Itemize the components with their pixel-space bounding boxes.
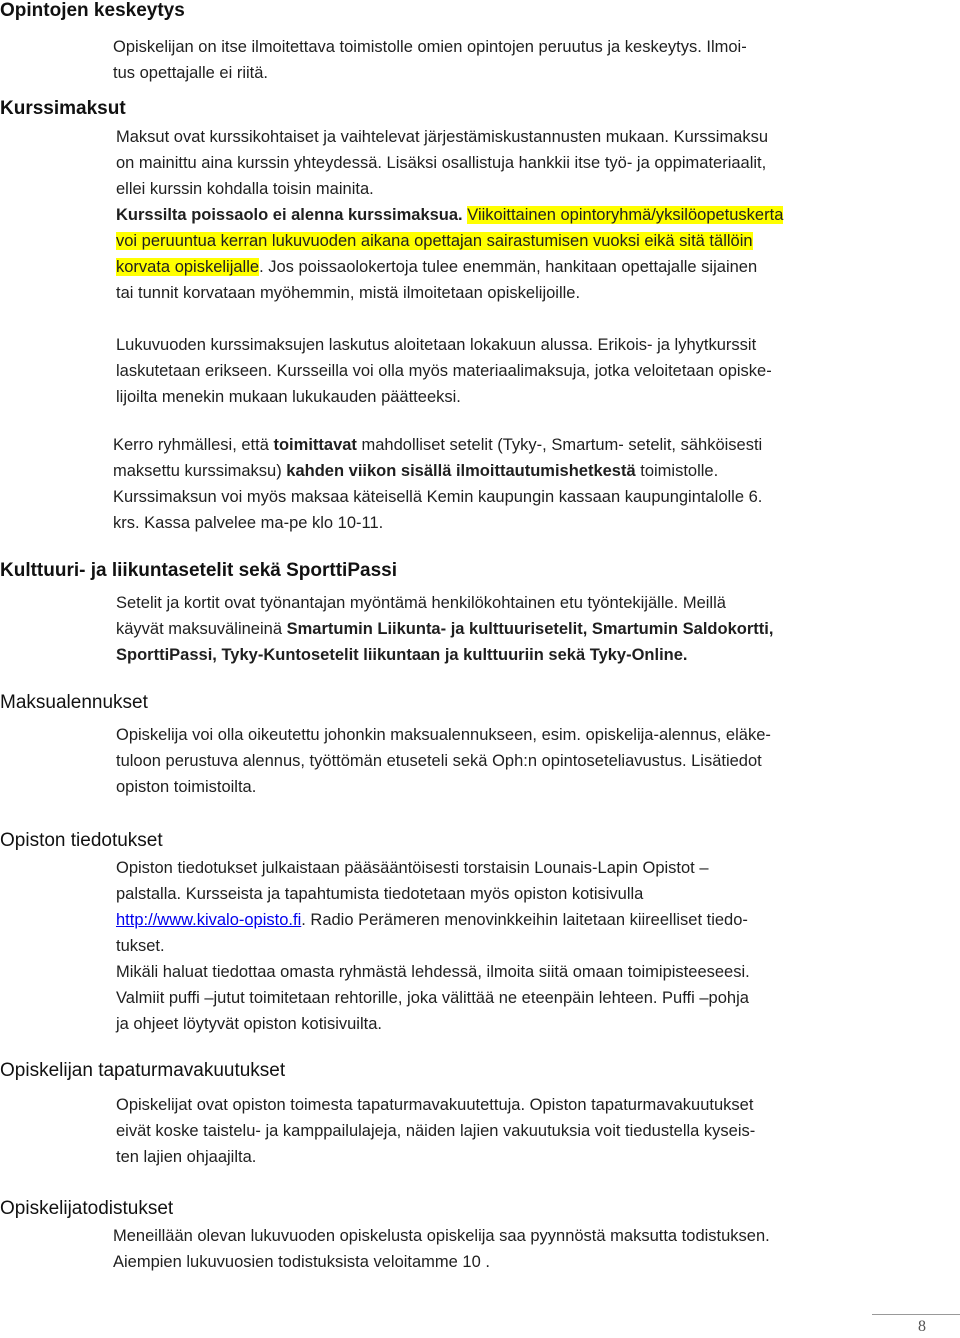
text-span: . Radio Perämeren menovinkkeihin laitetaan kiireelliset tiedo- bbox=[301, 911, 748, 929]
text-line: Mikäli haluat tiedottaa omasta ryhmästä lehdessä, ilmoita siitä omaan toimipisteeseesi. bbox=[116, 963, 750, 981]
text-line-mixed bbox=[116, 907, 750, 933]
text-line: Aiempien lukuvuosien todistuksista veloitamme 10 . bbox=[113, 1253, 490, 1271]
text-line bbox=[116, 228, 783, 254]
text-line: ja ohjeet löytyvät opiston kotisivuilta. bbox=[116, 1015, 382, 1033]
paragraph-vakuutukset bbox=[116, 1092, 755, 1170]
paragraph-keskeytys bbox=[113, 34, 747, 86]
text-line: opiston toimistoilta. bbox=[116, 778, 257, 796]
bold-text-line: SporttiPassi, Tyky-Kuntosetelit liikuntaan ja kulttuuriin sekä Tyky-Online. bbox=[116, 646, 688, 664]
text-line-mixed bbox=[116, 254, 783, 280]
paragraph-tiedotukset bbox=[116, 855, 750, 1037]
highlighted-text: Viikoittainen opintoryhmä/yksilöopetuskerta bbox=[467, 206, 784, 224]
heading-opiskelijatodistukset: Opiskelijatodistukset bbox=[0, 1198, 174, 1219]
text-line: laskutetaan erikseen. Kursseilla voi olla myös materiaalimaksuja, jotka veloitetaan opiske- bbox=[116, 362, 772, 380]
text-line: krs. Kassa palvelee ma-pe klo 10-11. bbox=[113, 514, 384, 532]
text-line: tukset. bbox=[116, 937, 165, 955]
website-link[interactable]: http://www.kivalo-opisto.fi bbox=[116, 911, 302, 929]
text-line: Opiskelijan on itse ilmoitettava toimistolle omien opintojen peruutus ja keskeytys. Ilmoi- bbox=[113, 38, 747, 56]
text-span: käyvät maksuvälineinä bbox=[116, 620, 287, 638]
bold-text: Smartumin Liikunta- ja kulttuurisetelit, Smartumin Saldokortti, bbox=[286, 620, 774, 638]
text-line-mixed bbox=[113, 432, 762, 458]
text-line: Maksut ovat kurssikohtaiset ja vaihtelevat järjestämiskustannusten mukaan. Kurssimaksu bbox=[116, 128, 769, 146]
text-line: tai tunnit korvataan myöhemmin, mistä ilmoitetaan opiskelijoille. bbox=[116, 284, 581, 302]
page-number: 8 bbox=[918, 1318, 926, 1335]
paragraph-todistukset bbox=[113, 1223, 770, 1275]
text-line: ten lajien ohjaajilta. bbox=[116, 1148, 257, 1166]
text-line: tuloon perustuva alennus, työttömän etuseteli sekä Oph:n opintoseteliavustus. Lisätiedot bbox=[116, 752, 762, 770]
text-line: Opiskelijat ovat opiston toimesta tapaturmavakuutettuja. Opiston tapaturmavakuutukset bbox=[116, 1096, 754, 1114]
text-span: Kerro ryhmällesi, että bbox=[113, 436, 274, 454]
heading-tapaturmavakuutukset: Opiskelijan tapaturmavakuutukset bbox=[0, 1060, 286, 1081]
text-line: tus opettajalle ei riitä. bbox=[113, 64, 269, 82]
text-line: Opiston tiedotukset julkaistaan pääsääntöisesti torstaisin Lounais-Lapin Opistot – bbox=[116, 859, 709, 877]
text-line: eivät koske taistelu- ja kamppailulajeja, näiden lajien vakuutuksia voit tiedustella kyseis- bbox=[116, 1122, 756, 1140]
paragraph-setelit bbox=[116, 590, 773, 668]
highlighted-text: voi peruuntua kerran lukuvuoden aikana opettajan sairastumisen vuoksi eikä sitä tällöin bbox=[116, 232, 753, 250]
text-line-mixed bbox=[116, 202, 783, 228]
bold-text: toimittavat bbox=[273, 436, 357, 454]
heading-setelit: Kulttuuri- ja liikuntasetelit sekä SporttiPassi bbox=[0, 560, 397, 581]
heading-kurssimaksut: Kurssimaksut bbox=[0, 98, 126, 119]
paragraph-kurssimaksut-laskutus bbox=[116, 332, 772, 410]
text-span: . Jos poissaolokertoja tulee enemmän, hankitaan opettajalle sijainen bbox=[259, 258, 758, 276]
text-span: mahdolliset setelit (Tyky-, Smartum- setelit, sähköisesti bbox=[356, 436, 763, 454]
text-span: maksettu kurssimaksu) bbox=[113, 462, 287, 480]
text-line: palstalla. Kursseista ja tapahtumista tiedotetaan myös opiston kotisivulla bbox=[116, 885, 644, 903]
text-line: on mainittu aina kurssin yhteydessä. Lisäksi osallistuja hankkii itse työ- ja oppimateriaalit, bbox=[116, 154, 767, 172]
text-line-mixed bbox=[113, 458, 762, 484]
text-span: toimistolle. bbox=[635, 462, 719, 480]
text-line: Kurssimaksun voi myös maksaa käteisellä Kemin kaupungin kassaan kaupungintalolle 6. bbox=[113, 488, 763, 506]
text-line: lijoilta menekin mukaan lukukauden päätteeksi. bbox=[116, 388, 461, 406]
text-line-mixed bbox=[116, 616, 773, 642]
bold-text: kahden viikon sisällä ilmoittautumishetkestä bbox=[286, 462, 636, 480]
text-line: Setelit ja kortit ovat työnantajan myöntämä henkilökohtainen etu työntekijälle. Meillä bbox=[116, 594, 726, 612]
footer-rule bbox=[872, 1314, 960, 1315]
text-line: Opiskelija voi olla oikeutettu johonkin maksualennukseen, esim. opiskelija-alennus, eläke- bbox=[116, 726, 771, 744]
bold-notice: Kurssilta poissaolo ei alenna kurssimaksua. bbox=[116, 206, 463, 224]
heading-opintojen-keskeytys: Opintojen keskeytys bbox=[0, 0, 185, 21]
text-line: Lukuvuoden kurssimaksujen laskutus aloitetaan lokakuun alussa. Erikois- ja lyhytkurssit bbox=[116, 336, 757, 354]
text-line: ellei kurssin kohdalla toisin mainita. bbox=[116, 180, 374, 198]
heading-maksualennukset: Maksualennukset bbox=[0, 692, 148, 713]
text-line: Valmiit puffi –jutut toimitetaan rehtorille, joka välittää ne eteenpäin lehteen. Puffi –pohja bbox=[116, 989, 749, 1007]
paragraph-kurssimaksut-setelit bbox=[113, 432, 762, 536]
paragraph-kurssimaksut-1 bbox=[116, 124, 783, 306]
highlighted-text: korvata opiskelijalle bbox=[116, 258, 260, 276]
paragraph-maksualennukset bbox=[116, 722, 771, 800]
text-line: Meneillään olevan lukuvuoden opiskelusta opiskelija saa pyynnöstä maksutta todistuksen. bbox=[113, 1227, 770, 1245]
heading-opiston-tiedotukset: Opiston tiedotukset bbox=[0, 830, 163, 851]
